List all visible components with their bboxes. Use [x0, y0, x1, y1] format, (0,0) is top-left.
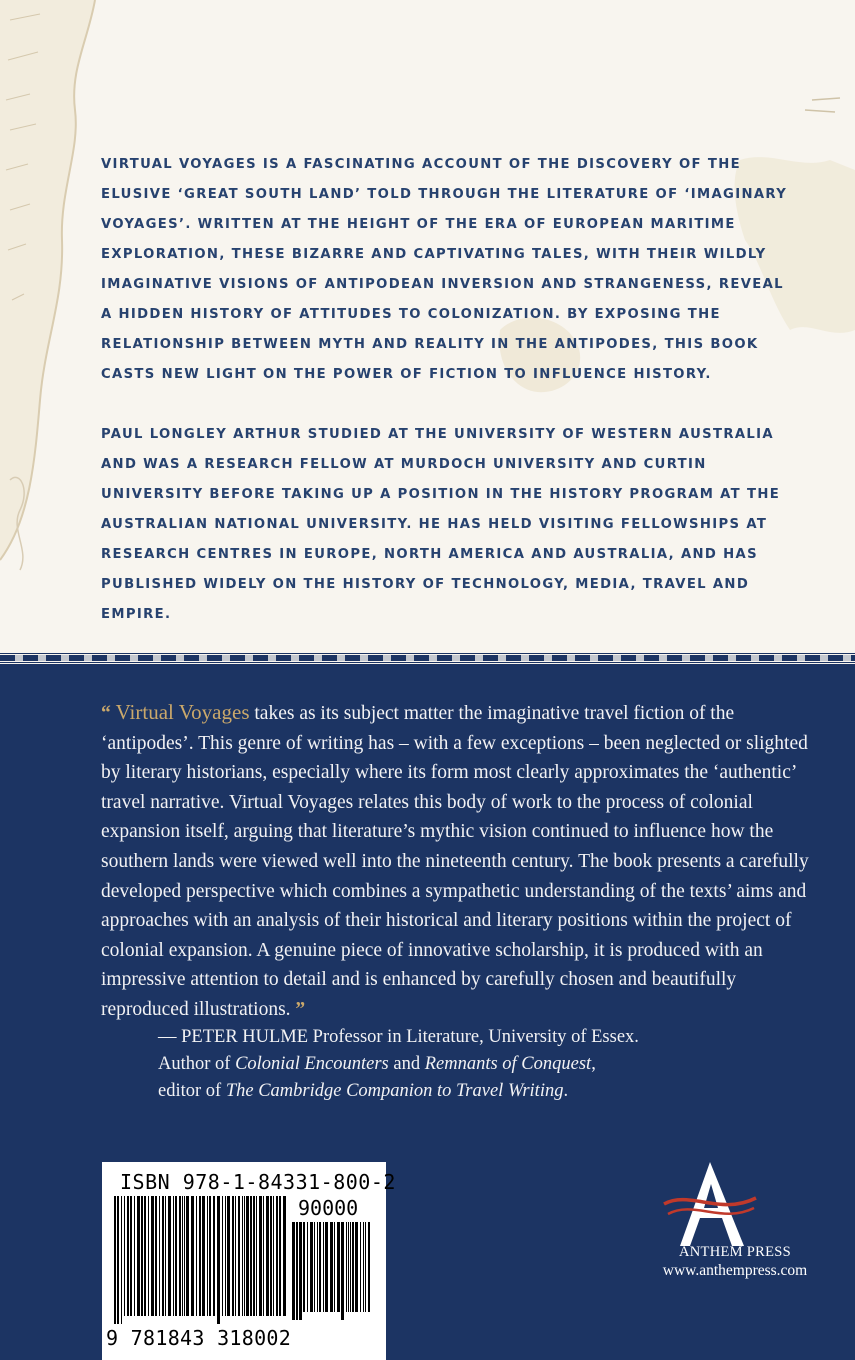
work-title: Colonial Encounters	[235, 1054, 389, 1074]
description-title: VIRTUAL VOYAGES	[101, 157, 257, 172]
barcode-bar	[334, 1222, 335, 1312]
rope-divider	[0, 655, 855, 661]
barcode-bar	[325, 1222, 328, 1312]
barcode-bar	[314, 1222, 315, 1312]
barcode-bar	[196, 1196, 197, 1316]
close-quote-mark: ”	[295, 998, 306, 1020]
barcode-bar	[296, 1222, 298, 1320]
barcode-bar	[227, 1196, 230, 1316]
barcode-bar	[303, 1222, 305, 1312]
publisher-info	[610, 1244, 855, 1280]
barcode-bar	[199, 1196, 201, 1316]
barcode-bar	[222, 1196, 223, 1316]
barcode-bar	[209, 1196, 211, 1316]
barcode-bar	[186, 1196, 189, 1316]
barcode-bar	[191, 1196, 194, 1316]
barcode-bar	[202, 1196, 205, 1316]
barcode-bar	[137, 1196, 140, 1316]
barcode-bar	[341, 1222, 344, 1320]
reviewer-editor-line	[158, 1078, 798, 1105]
barcode-bar	[134, 1196, 135, 1316]
barcode-bar	[276, 1196, 278, 1316]
barcode-bar	[162, 1196, 164, 1316]
price-code: 90000	[298, 1196, 359, 1220]
barcode-bar	[352, 1222, 354, 1312]
work-title: The Cambridge Companion to Travel Writing	[225, 1081, 564, 1101]
description-body: IS A FASCINATING ACCOUNT OF THE DISCOVERY OF THE ELUSIVE ‘GREAT SOUTH LAND’ TOLD THROUGH THE LITERATURE OF ‘IMAGINARY VOYAGES’. WRITTEN AT THE HEIGHT OF THE ERA OF EUROPEAN MARITIME EXPLORATION, THESE BIZARRE AND CAPTIVATING TALES, WITH THEIR WILDLY IMAGINATIVE VISIONS OF ANTIPODEAN INVERSION AND STRANGENESS, REVEAL A HIDDEN HISTORY OF ATTITUDES TO COLONIZATION. BY EXPOSING THE RELATIONSHIP BETWEEN MYTH AND REALITY IN THE ANTIPODES, THIS BOOK CASTS NEW LIGHT ON THE POWER OF FICTION TO INFLUENCE HISTORY.	[101, 157, 788, 382]
back-cover-upper-panel	[0, 0, 855, 652]
barcode-bar	[225, 1196, 226, 1316]
barcode-bar	[207, 1196, 208, 1316]
reviewer-line: — PETER HULME Professor in Literature, University of Essex.	[158, 1027, 639, 1047]
barcode-bar	[363, 1222, 364, 1312]
divider-line-bottom	[0, 662, 855, 663]
price-barcode	[292, 1222, 372, 1322]
barcode-bar	[256, 1196, 257, 1316]
review-attribution	[158, 1024, 798, 1105]
barcode-bar	[266, 1196, 269, 1316]
barcode-bar	[246, 1196, 249, 1316]
barcode-bar	[273, 1196, 274, 1316]
barcode-bar	[175, 1196, 177, 1316]
publisher-name: ANTHEM PRESS	[679, 1244, 791, 1260]
isbn-number: ISBN 978-1-84331-800-2	[120, 1170, 396, 1194]
works-suffix: ,	[591, 1054, 596, 1074]
publisher-url[interactable]: www.anthempress.com	[662, 1262, 808, 1279]
barcode-bar	[235, 1196, 236, 1316]
barcode-bar	[319, 1222, 321, 1312]
author-bio: PAUL LONGLEY ARTHUR STUDIED AT THE UNIVERSITY OF WESTERN AUSTRALIA AND WAS A RESEARCH FELLOW AT MURDOCH UNIVERSITY AND CURTIN UNIVERSITY BEFORE TAKING UP A POSITION IN THE HISTORY PROGRAM AT THE AUSTRALIAN NATIONAL UNIVERSITY. HE HAS HELD VISITING FELLOWSHIPS AT RESEARCH CENTRES IN EUROPE, NORTH AMERICA AND AUSTRALIA, AND HAS PUBLISHED WIDELY ON THE HISTORY OF TECHNOLOGY, MEDIA, TRAVEL AND EMPIRE.	[101, 427, 781, 622]
barcode-bar	[124, 1196, 125, 1316]
barcode-bar	[165, 1196, 166, 1316]
description-paragraph	[101, 150, 801, 390]
barcode-bar	[179, 1196, 181, 1316]
barcode-bar	[213, 1196, 215, 1316]
barcode-bar	[360, 1222, 361, 1312]
barcode-bar	[141, 1196, 143, 1316]
editor-suffix: .	[563, 1081, 569, 1101]
barcode-bar	[350, 1222, 351, 1312]
barcode-bar	[323, 1222, 324, 1312]
barcode-bar	[292, 1222, 295, 1320]
ean-number: 9 781843 318002	[106, 1326, 292, 1350]
barcode-bar	[348, 1222, 349, 1312]
barcode-bar	[217, 1196, 220, 1324]
barcode-bar	[159, 1196, 160, 1316]
open-quote-mark: “	[101, 703, 111, 724]
barcode-bar	[151, 1196, 154, 1316]
barcode-bar	[365, 1222, 366, 1312]
barcode-bar	[259, 1196, 262, 1316]
quote-body: takes as its subject matter the imaginative travel fiction of the ‘antipodes’. This genre of writing has – with a few exceptions – been neglected or slighted by literary historians, especially where its form most clearly approximates the ‘authentic’ travel narrative. Virtual Voyages relates this body of work to the process of colonial expansion itself, arguing that literature’s mythic vision continued to influence how the southern lands were viewed well into the nineteenth century. The book presents a carefully developed perspective which combines a sympathetic understanding of the texts’ aims and approaches with an analysis of their historical and literary positions within the project of colonial expansion. A genuine piece of innovative scholarship, it is produced with an impressive attention to detail and is enhanced by carefully chosen and beautifully reproduced illustrations.	[101, 703, 809, 1020]
barcode-bar	[168, 1196, 171, 1316]
barcode-bar	[130, 1196, 132, 1316]
barcode-bar	[117, 1196, 119, 1324]
barcode-bar	[148, 1196, 149, 1316]
barcode-bar	[121, 1196, 122, 1324]
review-quote	[101, 698, 821, 1025]
anthem-press-logo	[660, 1160, 760, 1248]
barcode-bar	[173, 1196, 174, 1316]
barcode-bar	[279, 1196, 281, 1316]
divider-line-top	[0, 653, 855, 654]
barcode-bar	[317, 1222, 318, 1312]
barcode-bar	[155, 1196, 157, 1316]
barcode-bar	[114, 1196, 116, 1324]
barcode-bar	[310, 1222, 313, 1312]
ean-barcode	[114, 1196, 286, 1336]
barcode-bar	[144, 1196, 146, 1316]
reviewer-works-line	[158, 1051, 798, 1078]
barcode-bar	[346, 1222, 347, 1312]
works-conjunction: and	[388, 1054, 425, 1074]
works-prefix: Author of	[158, 1054, 236, 1074]
barcode-bar	[242, 1196, 243, 1316]
barcode-bar	[283, 1196, 286, 1316]
barcode-bar	[238, 1196, 240, 1316]
barcode-bar	[299, 1222, 302, 1320]
barcode-bar	[368, 1222, 370, 1312]
barcode-bar	[263, 1196, 264, 1316]
barcode-bar	[250, 1196, 252, 1316]
barcode-bar	[307, 1222, 308, 1312]
barcode-bar	[182, 1196, 183, 1316]
barcode-bar	[184, 1196, 185, 1316]
barcode-bar	[337, 1222, 340, 1312]
barcode-panel	[102, 1162, 396, 1360]
quote-book-title: Virtual Voyages	[115, 700, 250, 724]
barcode-bar	[253, 1196, 255, 1316]
barcode-bar	[270, 1196, 272, 1316]
barcode-bar	[232, 1196, 234, 1316]
barcode-bar	[330, 1222, 333, 1312]
barcode-bar	[127, 1196, 129, 1316]
work-title: Remnants of Conquest	[424, 1054, 592, 1074]
barcode-bar	[355, 1222, 358, 1312]
book-description	[101, 150, 801, 630]
barcode-bar	[244, 1196, 245, 1316]
editor-prefix: editor of	[158, 1081, 226, 1101]
